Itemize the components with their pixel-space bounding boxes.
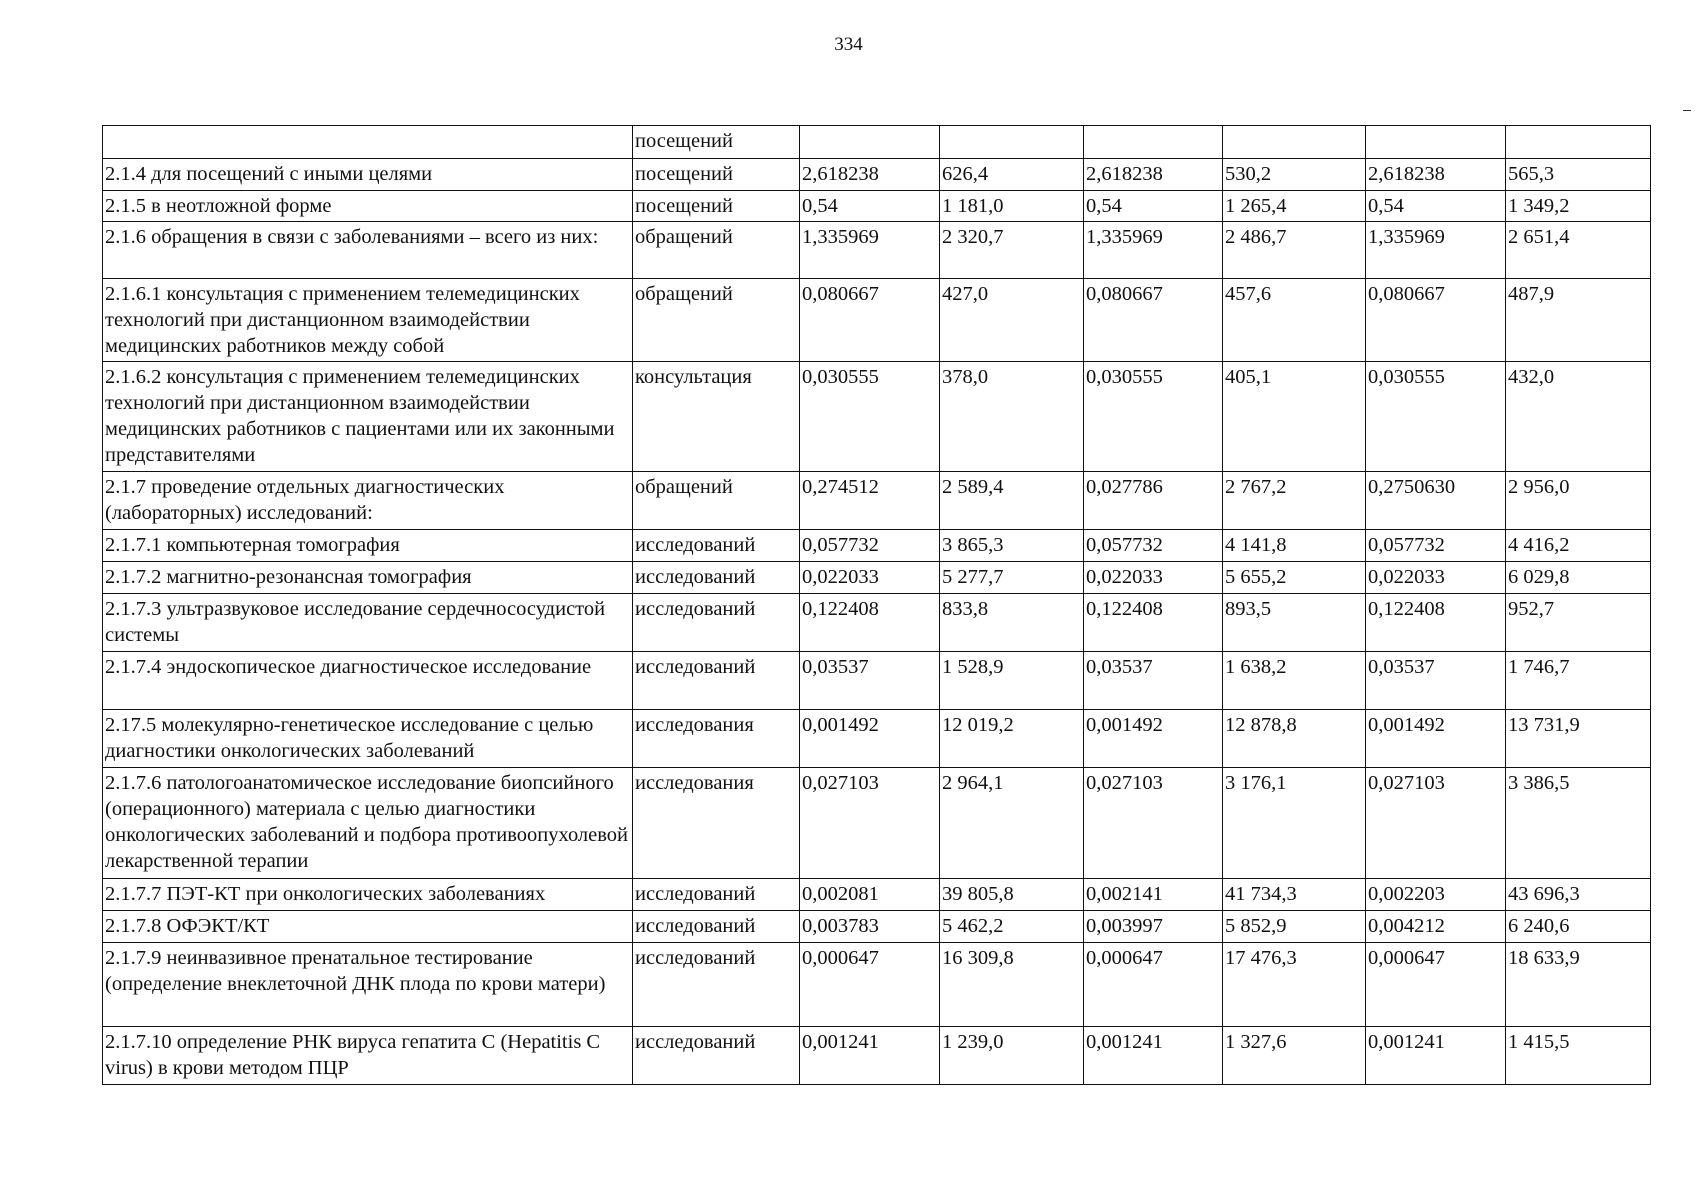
norm-year-2-cell: 2,618238 — [1084, 159, 1223, 191]
norm-year-2-cell: 0,03537 — [1084, 652, 1223, 710]
indicator-name-cell — [103, 126, 633, 159]
indicator-name-cell: 2.1.7.6 патологоанатомическое исследование биопсийного (операционного) материала с целью диагностики онкологических заболеваний и подбора противоопухолевой лекарственной терапии — [103, 768, 633, 879]
cost-year-3-cell: 3 386,5 — [1506, 768, 1651, 879]
norm-year-2-cell: 0,080667 — [1084, 279, 1223, 362]
norm-year-1-cell: 0,001492 — [800, 710, 940, 768]
table-row — [103, 768, 1651, 879]
unit-cell: исследований — [633, 562, 800, 594]
unit-cell: посещений — [633, 126, 800, 159]
cost-year-1-cell: 2 320,7 — [940, 222, 1084, 279]
table-row — [103, 879, 1651, 911]
norm-year-3-cell: 0,122408 — [1366, 594, 1506, 652]
cost-year-1-cell: 5 462,2 — [940, 911, 1084, 943]
norm-year-1-cell: 0,122408 — [800, 594, 940, 652]
unit-cell: обращений — [633, 222, 800, 279]
norm-year-3-cell: 0,080667 — [1366, 279, 1506, 362]
norm-year-3-cell: 0,030555 — [1366, 362, 1506, 472]
cost-year-1-cell: 2 589,4 — [940, 472, 1084, 530]
table-row — [103, 530, 1651, 562]
norm-year-2-cell: 0,030555 — [1084, 362, 1223, 472]
norm-year-1-cell: 0,022033 — [800, 562, 940, 594]
norm-year-3-cell: 0,001492 — [1366, 710, 1506, 768]
cost-year-3-cell: 6 240,6 — [1506, 911, 1651, 943]
cost-year-2-cell: 5 655,2 — [1223, 562, 1366, 594]
cost-year-2-cell: 893,5 — [1223, 594, 1366, 652]
norm-year-3-cell: 0,057732 — [1366, 530, 1506, 562]
cost-year-2-cell: 2 767,2 — [1223, 472, 1366, 530]
norm-year-2-cell: 0,027103 — [1084, 768, 1223, 879]
cost-year-2-cell: 3 176,1 — [1223, 768, 1366, 879]
indicator-name-cell: 2.1.7.9 неинвазивное пренатальное тестирование (определение внеклеточной ДНК плода по крови матери) — [103, 943, 633, 1027]
cost-year-1-cell: 1 181,0 — [940, 191, 1084, 222]
indicator-name-cell: 2.17.5 молекулярно-генетическое исследование с целью диагностики онкологических заболеваний — [103, 710, 633, 768]
cost-year-1-cell: 378,0 — [940, 362, 1084, 472]
cost-year-1-cell: 1 239,0 — [940, 1027, 1084, 1085]
norm-year-1-cell: 0,54 — [800, 191, 940, 222]
unit-cell: исследования — [633, 710, 800, 768]
unit-cell: исследования — [633, 768, 800, 879]
norm-year-2-cell — [1084, 126, 1223, 159]
cost-year-2-cell: 17 476,3 — [1223, 943, 1366, 1027]
cost-year-3-cell: 2 651,4 — [1506, 222, 1651, 279]
unit-cell: исследований — [633, 530, 800, 562]
norm-year-2-cell: 0,54 — [1084, 191, 1223, 222]
unit-cell: исследований — [633, 879, 800, 911]
norm-year-2-cell: 0,027786 — [1084, 472, 1223, 530]
table-row — [103, 911, 1651, 943]
table-row — [103, 191, 1651, 222]
norm-year-3-cell: 0,002203 — [1366, 879, 1506, 911]
table-row — [103, 126, 1651, 159]
unit-cell: исследований — [633, 911, 800, 943]
norm-year-2-cell: 1,335969 — [1084, 222, 1223, 279]
unit-cell: обращений — [633, 472, 800, 530]
cost-year-3-cell: 1 746,7 — [1506, 652, 1651, 710]
cost-year-1-cell: 2 964,1 — [940, 768, 1084, 879]
norm-year-2-cell: 0,122408 — [1084, 594, 1223, 652]
cost-year-2-cell: 41 734,3 — [1223, 879, 1366, 911]
cost-year-2-cell: 1 327,6 — [1223, 1027, 1366, 1085]
table-row — [103, 472, 1651, 530]
cost-year-2-cell: 12 878,8 — [1223, 710, 1366, 768]
norm-year-1-cell: 0,03537 — [800, 652, 940, 710]
unit-cell: исследований — [633, 594, 800, 652]
cost-year-1-cell — [940, 126, 1084, 159]
cost-year-1-cell: 16 309,8 — [940, 943, 1084, 1027]
cost-year-1-cell: 1 528,9 — [940, 652, 1084, 710]
indicator-name-cell: 2.1.7.2 магнитно-резонансная томография — [103, 562, 633, 594]
norm-year-1-cell — [800, 126, 940, 159]
norm-year-2-cell: 0,022033 — [1084, 562, 1223, 594]
norm-year-2-cell: 0,003997 — [1084, 911, 1223, 943]
indicator-name-cell: 2.1.7 проведение отдельных диагностических (лабораторных) исследований: — [103, 472, 633, 530]
table-row — [103, 562, 1651, 594]
indicator-name-cell: 2.1.5 в неотложной форме — [103, 191, 633, 222]
table-row — [103, 279, 1651, 362]
indicator-name-cell: 2.1.7.10 определение РНК вируса гепатита С (Hepatitis C virus) в крови методом ПЦР — [103, 1027, 633, 1085]
norm-year-1-cell: 0,274512 — [800, 472, 940, 530]
unit-cell: консультация — [633, 362, 800, 472]
indicator-name-cell: 2.1.7.8 ОФЭКТ/КТ — [103, 911, 633, 943]
cost-year-2-cell: 530,2 — [1223, 159, 1366, 191]
norm-year-1-cell: 1,335969 — [800, 222, 940, 279]
norm-year-2-cell: 0,001241 — [1084, 1027, 1223, 1085]
norm-year-1-cell: 0,001241 — [800, 1027, 940, 1085]
cost-year-3-cell: 565,3 — [1506, 159, 1651, 191]
indicator-name-cell: 2.1.6 обращения в связи с заболеваниями – всего из них: — [103, 222, 633, 279]
norm-year-1-cell: 0,000647 — [800, 943, 940, 1027]
table-row — [103, 222, 1651, 279]
cost-year-2-cell: 457,6 — [1223, 279, 1366, 362]
cost-year-1-cell: 3 865,3 — [940, 530, 1084, 562]
table-body — [103, 126, 1651, 1085]
cost-year-2-cell: 5 852,9 — [1223, 911, 1366, 943]
cost-year-3-cell — [1506, 126, 1651, 159]
data-table — [102, 125, 1651, 1085]
norm-year-1-cell: 0,002081 — [800, 879, 940, 911]
norm-year-3-cell: 2,618238 — [1366, 159, 1506, 191]
unit-cell: исследований — [633, 652, 800, 710]
cost-year-3-cell: 43 696,3 — [1506, 879, 1651, 911]
table-row — [103, 594, 1651, 652]
cost-year-3-cell: 2 956,0 — [1506, 472, 1651, 530]
unit-cell: обращений — [633, 279, 800, 362]
cost-year-3-cell: 952,7 — [1506, 594, 1651, 652]
cost-year-1-cell: 427,0 — [940, 279, 1084, 362]
cost-year-3-cell: 1 349,2 — [1506, 191, 1651, 222]
table-row — [103, 159, 1651, 191]
norm-year-2-cell: 0,000647 — [1084, 943, 1223, 1027]
norm-year-1-cell: 0,027103 — [800, 768, 940, 879]
cost-year-1-cell: 5 277,7 — [940, 562, 1084, 594]
cost-year-3-cell: 1 415,5 — [1506, 1027, 1651, 1085]
indicator-name-cell: 2.1.7.4 эндоскопическое диагностическое исследование — [103, 652, 633, 710]
cost-year-1-cell: 39 805,8 — [940, 879, 1084, 911]
table-row — [103, 710, 1651, 768]
cost-year-3-cell: 6 029,8 — [1506, 562, 1651, 594]
table-row — [103, 1027, 1651, 1085]
cost-year-3-cell: 432,0 — [1506, 362, 1651, 472]
indicator-name-cell: 2.1.6.1 консультация с применением телемедицинских технологий при дистанционном взаимодействии медицинских работников между собой — [103, 279, 633, 362]
norm-year-1-cell: 0,003783 — [800, 911, 940, 943]
norm-year-2-cell: 0,001492 — [1084, 710, 1223, 768]
unit-cell: посещений — [633, 191, 800, 222]
norm-year-3-cell: 0,001241 — [1366, 1027, 1506, 1085]
norm-year-1-cell: 0,057732 — [800, 530, 940, 562]
cost-year-1-cell: 12 019,2 — [940, 710, 1084, 768]
indicator-name-cell: 2.1.7.3 ультразвуковое исследование сердечнососудистой системы — [103, 594, 633, 652]
unit-cell: посещений — [633, 159, 800, 191]
norm-year-1-cell: 2,618238 — [800, 159, 940, 191]
norm-year-3-cell: 0,54 — [1366, 191, 1506, 222]
margin-mark — [1683, 110, 1691, 111]
norm-year-3-cell: 0,022033 — [1366, 562, 1506, 594]
norm-year-2-cell: 0,057732 — [1084, 530, 1223, 562]
cost-year-3-cell: 18 633,9 — [1506, 943, 1651, 1027]
cost-year-2-cell: 405,1 — [1223, 362, 1366, 472]
cost-year-2-cell: 2 486,7 — [1223, 222, 1366, 279]
indicator-name-cell: 2.1.6.2 консультация с применением телемедицинских технологий при дистанционном взаимодействии медицинских работников с пациентами или их законными представителями — [103, 362, 633, 472]
cost-year-1-cell: 833,8 — [940, 594, 1084, 652]
indicator-name-cell: 2.1.7.7 ПЭТ-КТ при онкологических заболеваниях — [103, 879, 633, 911]
table-row — [103, 362, 1651, 472]
norm-year-3-cell: 0,03537 — [1366, 652, 1506, 710]
norm-year-3-cell: 1,335969 — [1366, 222, 1506, 279]
cost-year-2-cell: 4 141,8 — [1223, 530, 1366, 562]
table-row — [103, 652, 1651, 710]
norm-year-2-cell: 0,002141 — [1084, 879, 1223, 911]
norm-year-3-cell: 0,2750630 — [1366, 472, 1506, 530]
norm-year-3-cell: 0,000647 — [1366, 943, 1506, 1027]
indicator-name-cell: 2.1.7.1 компьютерная томография — [103, 530, 633, 562]
table-row — [103, 943, 1651, 1027]
cost-year-2-cell — [1223, 126, 1366, 159]
unit-cell: исследований — [633, 943, 800, 1027]
cost-year-3-cell: 4 416,2 — [1506, 530, 1651, 562]
norm-year-3-cell — [1366, 126, 1506, 159]
norm-year-3-cell: 0,004212 — [1366, 911, 1506, 943]
norm-year-1-cell: 0,030555 — [800, 362, 940, 472]
unit-cell: исследований — [633, 1027, 800, 1085]
cost-year-3-cell: 487,9 — [1506, 279, 1651, 362]
indicator-name-cell: 2.1.4 для посещений с иными целями — [103, 159, 633, 191]
cost-year-1-cell: 626,4 — [940, 159, 1084, 191]
norm-year-3-cell: 0,027103 — [1366, 768, 1506, 879]
cost-year-2-cell: 1 638,2 — [1223, 652, 1366, 710]
cost-year-3-cell: 13 731,9 — [1506, 710, 1651, 768]
cost-year-2-cell: 1 265,4 — [1223, 191, 1366, 222]
page-number: 334 — [834, 34, 863, 55]
norm-year-1-cell: 0,080667 — [800, 279, 940, 362]
